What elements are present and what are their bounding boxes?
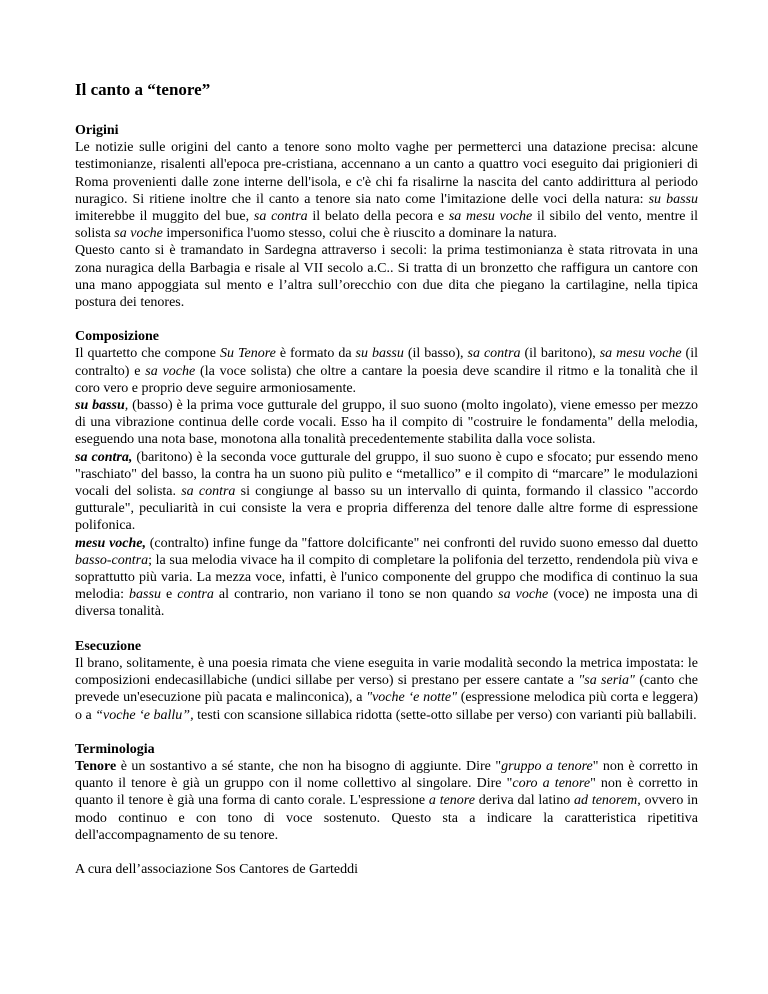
page-title: Il canto a “tenore” xyxy=(75,80,211,99)
section-origini xyxy=(75,122,698,311)
heading-origini: Origini xyxy=(75,123,119,138)
composizione-paragraph-contra: sa contra, (baritono) è la seconda voce gutturale del gruppo, il suo suono è cupo e sfocato; pur essendo meno "raschiato" del basso, la contra ha un suono più pulito e “metallico” e il compito di “marcare” le modulazioni vocali del solista. sa contra si congiunge al basso su un intervallo di quinta, formando il classico "accordo gutturale", peculiarità in cui consiste la vera e propria differenza del tenore dalle altre forme di espressione polifonica. xyxy=(75,449,699,534)
footer-credit: A cura dell’associazione Sos Cantores de Garteddi xyxy=(75,861,359,877)
composizione-paragraph-bassu: su bassu, (basso) è la prima voce gutturale del gruppo, il suo suono (molto ingolato), viene emesso per mezzo di una vibrazione continua delle corde vocali. Esso ha il compito di "costruire le fondamenta" della melodia, eseguendo una nota base, monotona alla tonalità precedentemente stabilita dalla voce solista. xyxy=(75,398,698,448)
section-terminologia xyxy=(75,741,698,844)
terminologia-paragraph-1: Tenore è un sostantivo a sé stante, che non ha bisogno di aggiunte. Dire "gruppo a tenore" non è corretto in quanto il tenore è già un gruppo con il nome collettivo al singolare. Dire "coro a tenore" non è corretto in quanto il tenore è già una forma di canto corale. L'espressione a tenore deriva dal latino ad tenorem, ovvero in modo continuo e con tono di voce sostenuto. Questo sta a indicare la caratteristica ripetitiva dell'accompagnamento de su tenore. xyxy=(75,758,699,843)
origini-paragraph-1: Le notizie sulle origini del canto a tenore sono molto vaghe per permetterci una datazione precisa: alcune testimonianze, risalenti all'epoca pre-cristiana, accennano a un canto a quattro voci eseguito dai prigionieri di Roma provenienti dalle zone interne dell'isola, e c'è chi fa risalirne la nascita del canto addirittura al periodo nuragico. Si ritiene inoltre che il canto a tenore sia nato come l'imitazione delle voci della natura: su bassu imiterebbe il muggito del bue, sa contra il belato della pecora e sa mesu voche il sibilo del vento, mentre il solista sa voche impersonifica l'uomo stesso, colui che è riuscito a dominare la natura. xyxy=(75,140,698,242)
composizione-paragraph-1: Il quartetto che compone Su Tenore è formato da su bassu (il basso), sa contra (il baritono), sa mesu voche (il contralto) e sa voche (la voce solista) che oltre a cantare la poesia deve scandire il ritmo e la tonalità che il coro vero e proprio deve seguire armoniosamente. xyxy=(75,346,698,396)
heading-terminologia: Terminologia xyxy=(75,741,155,757)
heading-composizione: Composizione xyxy=(75,329,159,345)
esecuzione-paragraph-1: Il brano, solitamente, è una poesia rimata che viene eseguita in varie modalità secondo la metrica impostata: le composizioni endecasillabiche (undici sillabe per verso) si prestano per essere cantate a "sa seria" (canto che prevede un'esecuzione più pacata e malinconica), a "voche ‘e notte" (espressione melodica più corta e leggera) o a “voche ‘e ballu”, testi con scansione sillabica ridotta (sette-otto sillabe per verso) con varianti più ballabili. xyxy=(75,655,699,723)
section-composizione xyxy=(75,328,698,620)
origini-paragraph-2: Questo canto si è tramandato in Sardegna attraverso i secoli: la prima testimonianza è stata ritrovata in una zona nuragica della Barbagia e risale al VII secolo a.C.. Si tratta di un bronzetto che raffigura un cantore con una mano appoggiata sul mento e l’altra sull’orecchio con due dita che piegano la cartilagine, nella tipica postura dei tenores. xyxy=(75,243,698,311)
section-esecuzione xyxy=(75,638,698,724)
heading-esecuzione: Esecuzione xyxy=(75,638,142,654)
composizione-paragraph-mesu-voche: mesu voche, (contralto) infine funge da "fattore dolcificante" nei confronti del ruvido suono emesso dal duetto basso-contra; la sua melodia vivace ha il compito di completare la polifonia del terzetto, rendendola più viva e soprattutto più varia. La mezza voce, infatti, è l'unico componente del gruppo che modifica di continuo la sua melodia: bassu e contra al contrario, non variano il tono se non quando sa voche (voce) ne imposta una di diversa tonalità. xyxy=(75,535,699,620)
